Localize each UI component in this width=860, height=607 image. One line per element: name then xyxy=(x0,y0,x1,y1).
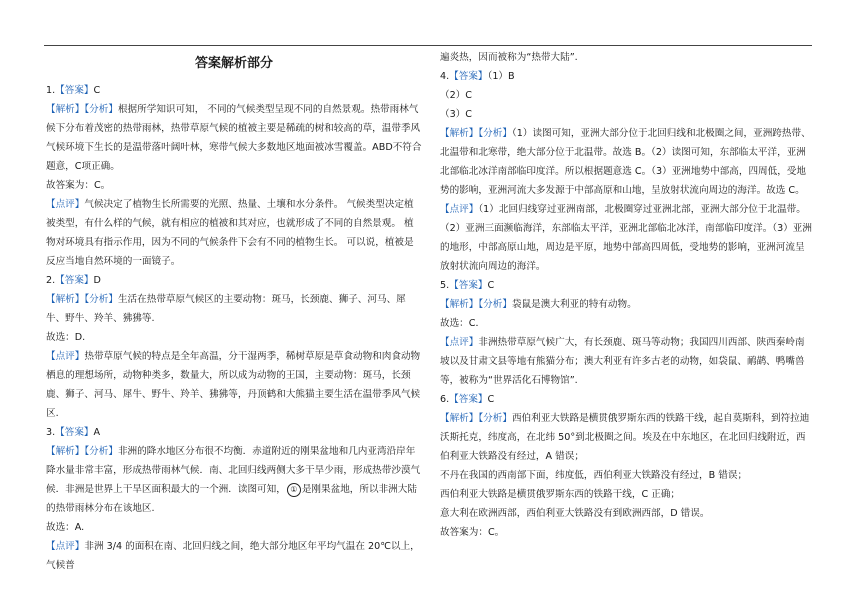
answer-paragraph xyxy=(440,523,812,542)
question-number: 6. xyxy=(440,394,450,405)
answer-paragraph xyxy=(440,67,812,86)
paragraph-text: （1）B xyxy=(487,71,515,82)
paragraph-text: （2）C xyxy=(440,90,472,101)
answer-paragraph xyxy=(46,423,422,442)
paragraph-text: 是刚果盆地，所以非洲大陆的热带雨林分布在该地区. xyxy=(46,484,417,514)
answer-paragraph xyxy=(440,390,812,409)
answer-paragraph xyxy=(440,105,812,124)
answer-tag: 【解析】 xyxy=(46,294,85,305)
paragraph-text: 故答案为：C。 xyxy=(46,180,111,191)
page-title: 答案解析部分 xyxy=(194,56,273,71)
paragraph-text: 遍炎热，因而被称为“热带大陆”. xyxy=(440,52,578,63)
paragraph-text: 意大利在欧洲西部，西伯利亚大铁路没有到欧洲西部，D 错误。 xyxy=(440,508,710,519)
paragraph-text: 非洲热带草原气候广大，有长颈鹿、斑马等动物；我国四川西部、陕西秦岭南坡以及甘肃文县等地有熊猫分布；澳大利亚有许多古老的动物，如袋鼠、鸸鹋、鸭嘴兽等，被称为“世界活化石博物馆”. xyxy=(440,337,805,386)
answer-paragraph xyxy=(46,347,422,423)
answer-paragraph xyxy=(440,276,812,295)
paragraph-text: 故选：A. xyxy=(46,522,85,533)
paragraph-text: （3）C xyxy=(440,109,472,120)
paragraph-text: D xyxy=(93,275,101,286)
question-number: 3. xyxy=(46,427,56,438)
answer-paragraph xyxy=(440,295,812,314)
paragraph-text: 西伯利亚大铁路是横贯俄罗斯东西的铁路干线，起自莫斯科，到符拉迪沃斯托克，纬度高，在北纬 50°到北极圈之间。埃及在中东地区，在北回归线附近，西伯利亚大铁路没有经过，A 错误； xyxy=(440,413,810,462)
answer-tag: 【答案】 xyxy=(55,85,94,96)
answer-paragraph xyxy=(440,504,812,523)
answer-tag: 【解析】 xyxy=(440,413,479,424)
paragraph-text: 气候决定了植物生长所需要的光照、热量、土壤和水分条件。 气候类型决定植被类型，有什么样的气候，就有相应的植被和其对应，也就形成了不同的自然景观。 植物对环境具有指示作用，因为不同的气候条件下会有不同的植物生长。 可以说，植被是反应当地自然环境的一面镜子。 xyxy=(46,199,414,267)
answer-paragraph xyxy=(440,124,812,200)
answer-tag: 【点评】 xyxy=(440,204,479,215)
answer-paragraph xyxy=(46,271,422,290)
paragraph-text: 袋鼠是澳大利亚的特有动物。 xyxy=(511,299,637,310)
paragraph-text: 故答案为：C。 xyxy=(440,527,505,538)
answer-tag: 【答案】 xyxy=(55,427,94,438)
paragraph-text: 故选：C． xyxy=(440,318,486,329)
answer-paragraph xyxy=(46,442,422,518)
analysis-tag: 【分析】 xyxy=(478,413,512,424)
paragraph-text: 西伯利亚大铁路是横贯俄罗斯东西的铁路干线，C 正确； xyxy=(440,489,680,500)
answer-tag: 【答案】 xyxy=(449,394,488,405)
answer-paragraph xyxy=(440,48,812,67)
answer-paragraph xyxy=(46,290,422,328)
paragraph-text: 故选：D. xyxy=(46,332,86,343)
answer-paragraph xyxy=(46,100,422,176)
paragraph-text: C xyxy=(93,85,101,96)
answer-paragraph xyxy=(46,328,422,347)
left-column xyxy=(46,48,422,575)
answer-paragraph xyxy=(440,314,812,333)
answer-paragraph xyxy=(440,333,812,390)
right-column xyxy=(440,48,812,542)
paragraph-text: （1）北回归线穿过亚洲南部，北极圈穿过亚洲北部，亚洲大部分位于北温带。（2）亚洲三面濒临海洋，东部临太平洋，亚洲北部临北冰洋，南部临印度洋。（3）亚洲的地形，中部高原山地，周边是平原，地势中部高四周低，受地势的影响，亚洲河流呈放射状流向周边的海洋。 xyxy=(440,204,812,272)
paragraph-text: 不丹在我国的西南部下面，纬度低，西伯利亚大铁路没有经过，B 错误； xyxy=(440,470,748,481)
answer-paragraph xyxy=(46,176,422,195)
answer-paragraph xyxy=(440,485,812,504)
analysis-tag: 【分析】 xyxy=(84,104,118,115)
answer-paragraph xyxy=(46,518,422,537)
paragraph-text: （1）读图可知，亚洲大部分位于北回归线和北极圈之间，亚洲跨热带、北温带和北寒带，绝大部分位于北温带。故选 B。（2）读图可知，东部临太平洋，亚洲北部临北冰洋南部临印度洋。所以根据题意选 C。（3）亚洲地势中部高，四周低，受地势的影响，亚洲河流大多发源于中部高原和山地，呈放射状流向周边的海洋。故选 C。 xyxy=(440,128,811,196)
answer-tag: 【点评】 xyxy=(46,199,85,210)
paragraph-text: 非洲的降水地区分布很不均衡．赤道附近的刚果盆地和几内亚湾沿岸年降水量非常丰富，形成热带雨林气候．南、北回归线两侧大多干旱少雨，形成热带沙漠气候．非洲是世界上干旱区面积最大的一个洲．读图可知， xyxy=(46,446,421,495)
question-number: 5. xyxy=(440,280,450,291)
paragraph-text: A xyxy=(93,427,101,438)
answer-tag: 【点评】 xyxy=(440,337,479,348)
paragraph-text: C xyxy=(487,280,495,291)
paragraph-text: 非洲 3/4 的面积在南、北回归线之间，绝大部分地区年平均气温在 20℃以上，气候普 xyxy=(46,541,420,571)
analysis-tag: 【分析】 xyxy=(84,294,118,305)
answer-paragraph xyxy=(440,200,812,276)
answer-tag: 【解析】 xyxy=(440,128,479,139)
question-number: 1. xyxy=(46,85,56,96)
paragraph-text: C xyxy=(487,394,495,405)
answer-tag: 【答案】 xyxy=(449,71,488,82)
answer-paragraph xyxy=(440,86,812,105)
answer-tag: 【答案】 xyxy=(55,275,94,286)
analysis-tag: 【分析】 xyxy=(478,299,512,310)
answer-paragraph xyxy=(46,81,422,100)
header-rule xyxy=(44,45,812,46)
paragraph-text: 热带草原气候的特点是全年高温，分干湿两季，稀树草原是草食动物和肉食动物栖息的理想场所，动物种类多，数量大，所以成为动物的王国，主要动物：斑马，长颈鹿、狮子、河马、犀牛、野牛、羚羊、狒狒等，丹顶鹤和大熊猫主要生活在温带季风气候区. xyxy=(46,351,421,419)
circled-marker: ① xyxy=(287,483,301,497)
answer-tag: 【点评】 xyxy=(46,351,85,362)
answer-tag: 【解析】 xyxy=(440,299,479,310)
answer-paragraph xyxy=(46,537,422,575)
analysis-tag: 【分析】 xyxy=(84,446,118,457)
paragraph-text: 生活在热带草原气候区的主要动物：斑马，长颈鹿、狮子、河马、犀牛、野牛、羚羊、狒狒等. xyxy=(46,294,406,324)
answer-paragraph xyxy=(46,195,422,271)
answer-paragraph xyxy=(440,409,812,466)
answer-tag: 【解析】 xyxy=(46,446,85,457)
answer-tag: 【答案】 xyxy=(449,280,488,291)
question-number: 2. xyxy=(46,275,56,286)
question-number: 4. xyxy=(440,71,450,82)
paragraph-text: 根据所学知识可知， 不同的气候类型呈现不同的自然景观。热带雨林气候下分布着茂密的热带雨林，热带草原气候的植被主要是稀疏的树和较高的草，温带季风气候环境下生长的是温带落叶阔叶林，寒带气候大多数地区地面被冰雪覆盖。ABD不符合题意，C项正确。 xyxy=(46,104,422,172)
answer-tag: 【解析】 xyxy=(46,104,85,115)
answer-tag: 【点评】 xyxy=(46,541,85,552)
answer-paragraph xyxy=(440,466,812,485)
analysis-tag: 【分析】 xyxy=(478,128,512,139)
